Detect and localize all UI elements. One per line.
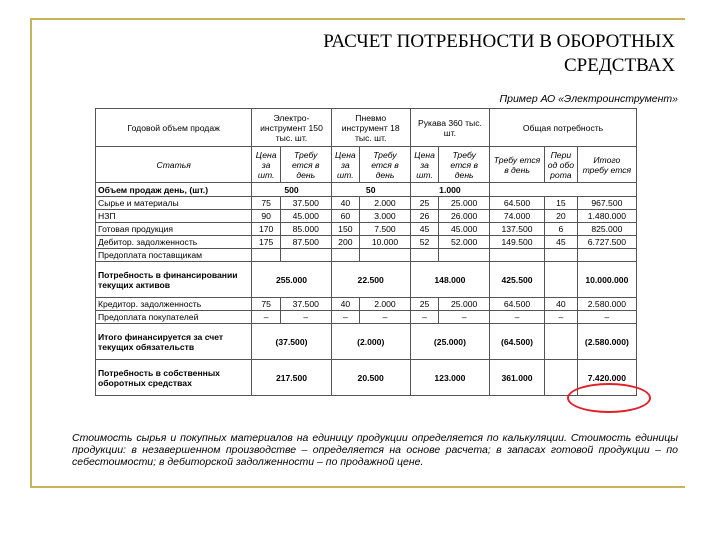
table-cell: 40 [544,298,577,311]
table-cell: – [490,311,545,324]
table-cell: 25 [410,298,439,311]
table-cell: 87.500 [280,236,331,249]
table-cell: – [252,311,281,324]
row-label: Сырье и материалы [96,197,252,210]
table-cell: 52 [410,236,439,249]
table-cell: 1.000 [410,183,489,197]
table-cell: 2.000 [360,197,411,210]
table-cell [490,183,637,197]
table-cell: 20 [544,210,577,223]
table-cell: – [577,311,636,324]
table-cell: – [280,311,331,324]
table-cell: 361.000 [490,360,545,396]
table-cell: 64.500 [490,298,545,311]
table-cell: 40 [331,298,360,311]
table-cell: 149.500 [490,236,545,249]
table-cell: 64.500 [490,197,545,210]
frame-top-line [30,18,685,20]
row-label: Объем продаж день, (шт.) [96,183,252,197]
table-cell: 25 [410,197,439,210]
table-cell: 60 [331,210,360,223]
table-cell: 150 [331,223,360,236]
table-cell [410,249,439,262]
header-total-need: Итого требу ется [577,147,636,183]
table-cell: 2.000 [360,298,411,311]
table-cell: 40 [331,197,360,210]
row-label: НЗП [96,210,252,223]
header-need-2: Требу ется в день [360,147,411,183]
row-label: Потребность в финансировании текущих активов [96,262,252,298]
table-row [96,249,637,262]
table-cell: 6.727.500 [577,236,636,249]
table-cell: (25.000) [410,324,489,360]
table-cell: 37.500 [280,197,331,210]
table-cell [490,249,545,262]
table-cell: (2.580.000) [577,324,636,360]
table-cell [252,249,281,262]
table-cell: 50 [331,183,410,197]
header-turnover: Пери од обо рота [544,147,577,183]
table-row [96,183,637,197]
row-label: Потребность в собственных оборотных средствах [96,360,252,396]
table-cell: (37.500) [252,324,331,360]
table-cell: 45 [544,236,577,249]
header-product-1: Электро-инструмент 150 тыс. шт. [252,109,331,147]
table-cell: (2.000) [331,324,410,360]
table-cell: – [544,311,577,324]
table-cell [544,324,577,360]
table-cell: 25.000 [439,197,490,210]
table-cell: 1.480.000 [577,210,636,223]
table-cell: 85.000 [280,223,331,236]
table-cell: 15 [544,197,577,210]
table-cell: 74.000 [490,210,545,223]
table-cell: 123.000 [410,360,489,396]
table-row [96,197,637,210]
table-row [96,360,637,396]
table-cell: 967.500 [577,197,636,210]
table-cell: 20.500 [331,360,410,396]
row-label: Итого финансируется за счет текущих обязательств [96,324,252,360]
table-cell: – [360,311,411,324]
header-product-2: Пневмо инструмент 18 тыс. шт. [331,109,410,147]
table-cell [544,262,577,298]
working-capital-table [95,108,637,396]
highlight-oval [567,383,651,413]
footnote: Стоимость сырья и покупных материалов на единицу продукции определяется по калькуляции. Стоимость единицы продукции: в незавершенном производстве – определяется на основе расчета; в запасах готовой продукции – по себестоимости; в дебиторской задолженности – по продажной цене. [72,432,678,468]
table-cell: 200 [331,236,360,249]
table-cell: 217.500 [252,360,331,396]
table-cell: 22.500 [331,262,410,298]
header-need-1: Требу ется в день [280,147,331,183]
table-cell: – [331,311,360,324]
header-total: Общая потребность [490,109,637,147]
table-cell: 6 [544,223,577,236]
header-article: Статья [96,147,252,183]
table-cell [439,249,490,262]
table-cell: 45 [410,223,439,236]
table-cell: 170 [252,223,281,236]
table-cell: 90 [252,210,281,223]
table-cell: 75 [252,298,281,311]
table-cell: 45.000 [280,210,331,223]
table-cell: 37.500 [280,298,331,311]
table-cell: 26 [410,210,439,223]
header-price-2: Цена за шт. [331,147,360,183]
table-cell: 3.000 [360,210,411,223]
table-cell [577,249,636,262]
table-cell: 255.000 [252,262,331,298]
table-cell: 25.000 [439,298,490,311]
frame-bottom-line [30,486,685,488]
table-cell: 825.000 [577,223,636,236]
table-cell: 75 [252,197,281,210]
frame-left-line [30,18,32,488]
header-product-3: Рукава 360 тыс. шт. [410,109,489,147]
table-cell: 7.420.000 [577,360,636,396]
table-cell: 2.580.000 [577,298,636,311]
row-label: Предоплата поставщикам [96,249,252,262]
table-cell: 45.000 [439,223,490,236]
table-cell [331,249,360,262]
table-row [96,210,637,223]
table-cell: 137.500 [490,223,545,236]
example-caption: Пример АО «Электроинструмент» [499,93,678,105]
table-row [96,298,637,311]
table-cell: 10.000 [360,236,411,249]
row-label: Дебитор. задолженность [96,236,252,249]
table-cell: 26.000 [439,210,490,223]
table-row [96,324,637,360]
table-cell: 10.000.000 [577,262,636,298]
table-row [96,236,637,249]
row-label: Готовая продукция [96,223,252,236]
header-price-3: Цена за шт. [410,147,439,183]
header-total-daily: Требу ется в день [490,147,545,183]
table-cell: 500 [252,183,331,197]
row-label: Предоплата покупателей [96,311,252,324]
table-cell: 148.000 [410,262,489,298]
table-row [96,262,637,298]
header-need-3: Требу ется в день [439,147,490,183]
table-cell: 7.500 [360,223,411,236]
table-cell: 425.500 [490,262,545,298]
table-cell: 52.000 [439,236,490,249]
table-cell: – [439,311,490,324]
table-cell: 175 [252,236,281,249]
table-cell [360,249,411,262]
row-label: Кредитор. задолженность [96,298,252,311]
header-annual-sales: Годовой объем продаж [96,109,252,147]
table-row [96,311,637,324]
table-cell [280,249,331,262]
table-row [96,223,637,236]
table-cell: – [410,311,439,324]
table-cell [544,249,577,262]
slide-title: РАСЧЕТ ПОТРЕБНОСТИ В ОБОРОТНЫХ СРЕДСТВАХ [323,31,675,76]
header-price-1: Цена за шт. [252,147,281,183]
table-cell: (64.500) [490,324,545,360]
